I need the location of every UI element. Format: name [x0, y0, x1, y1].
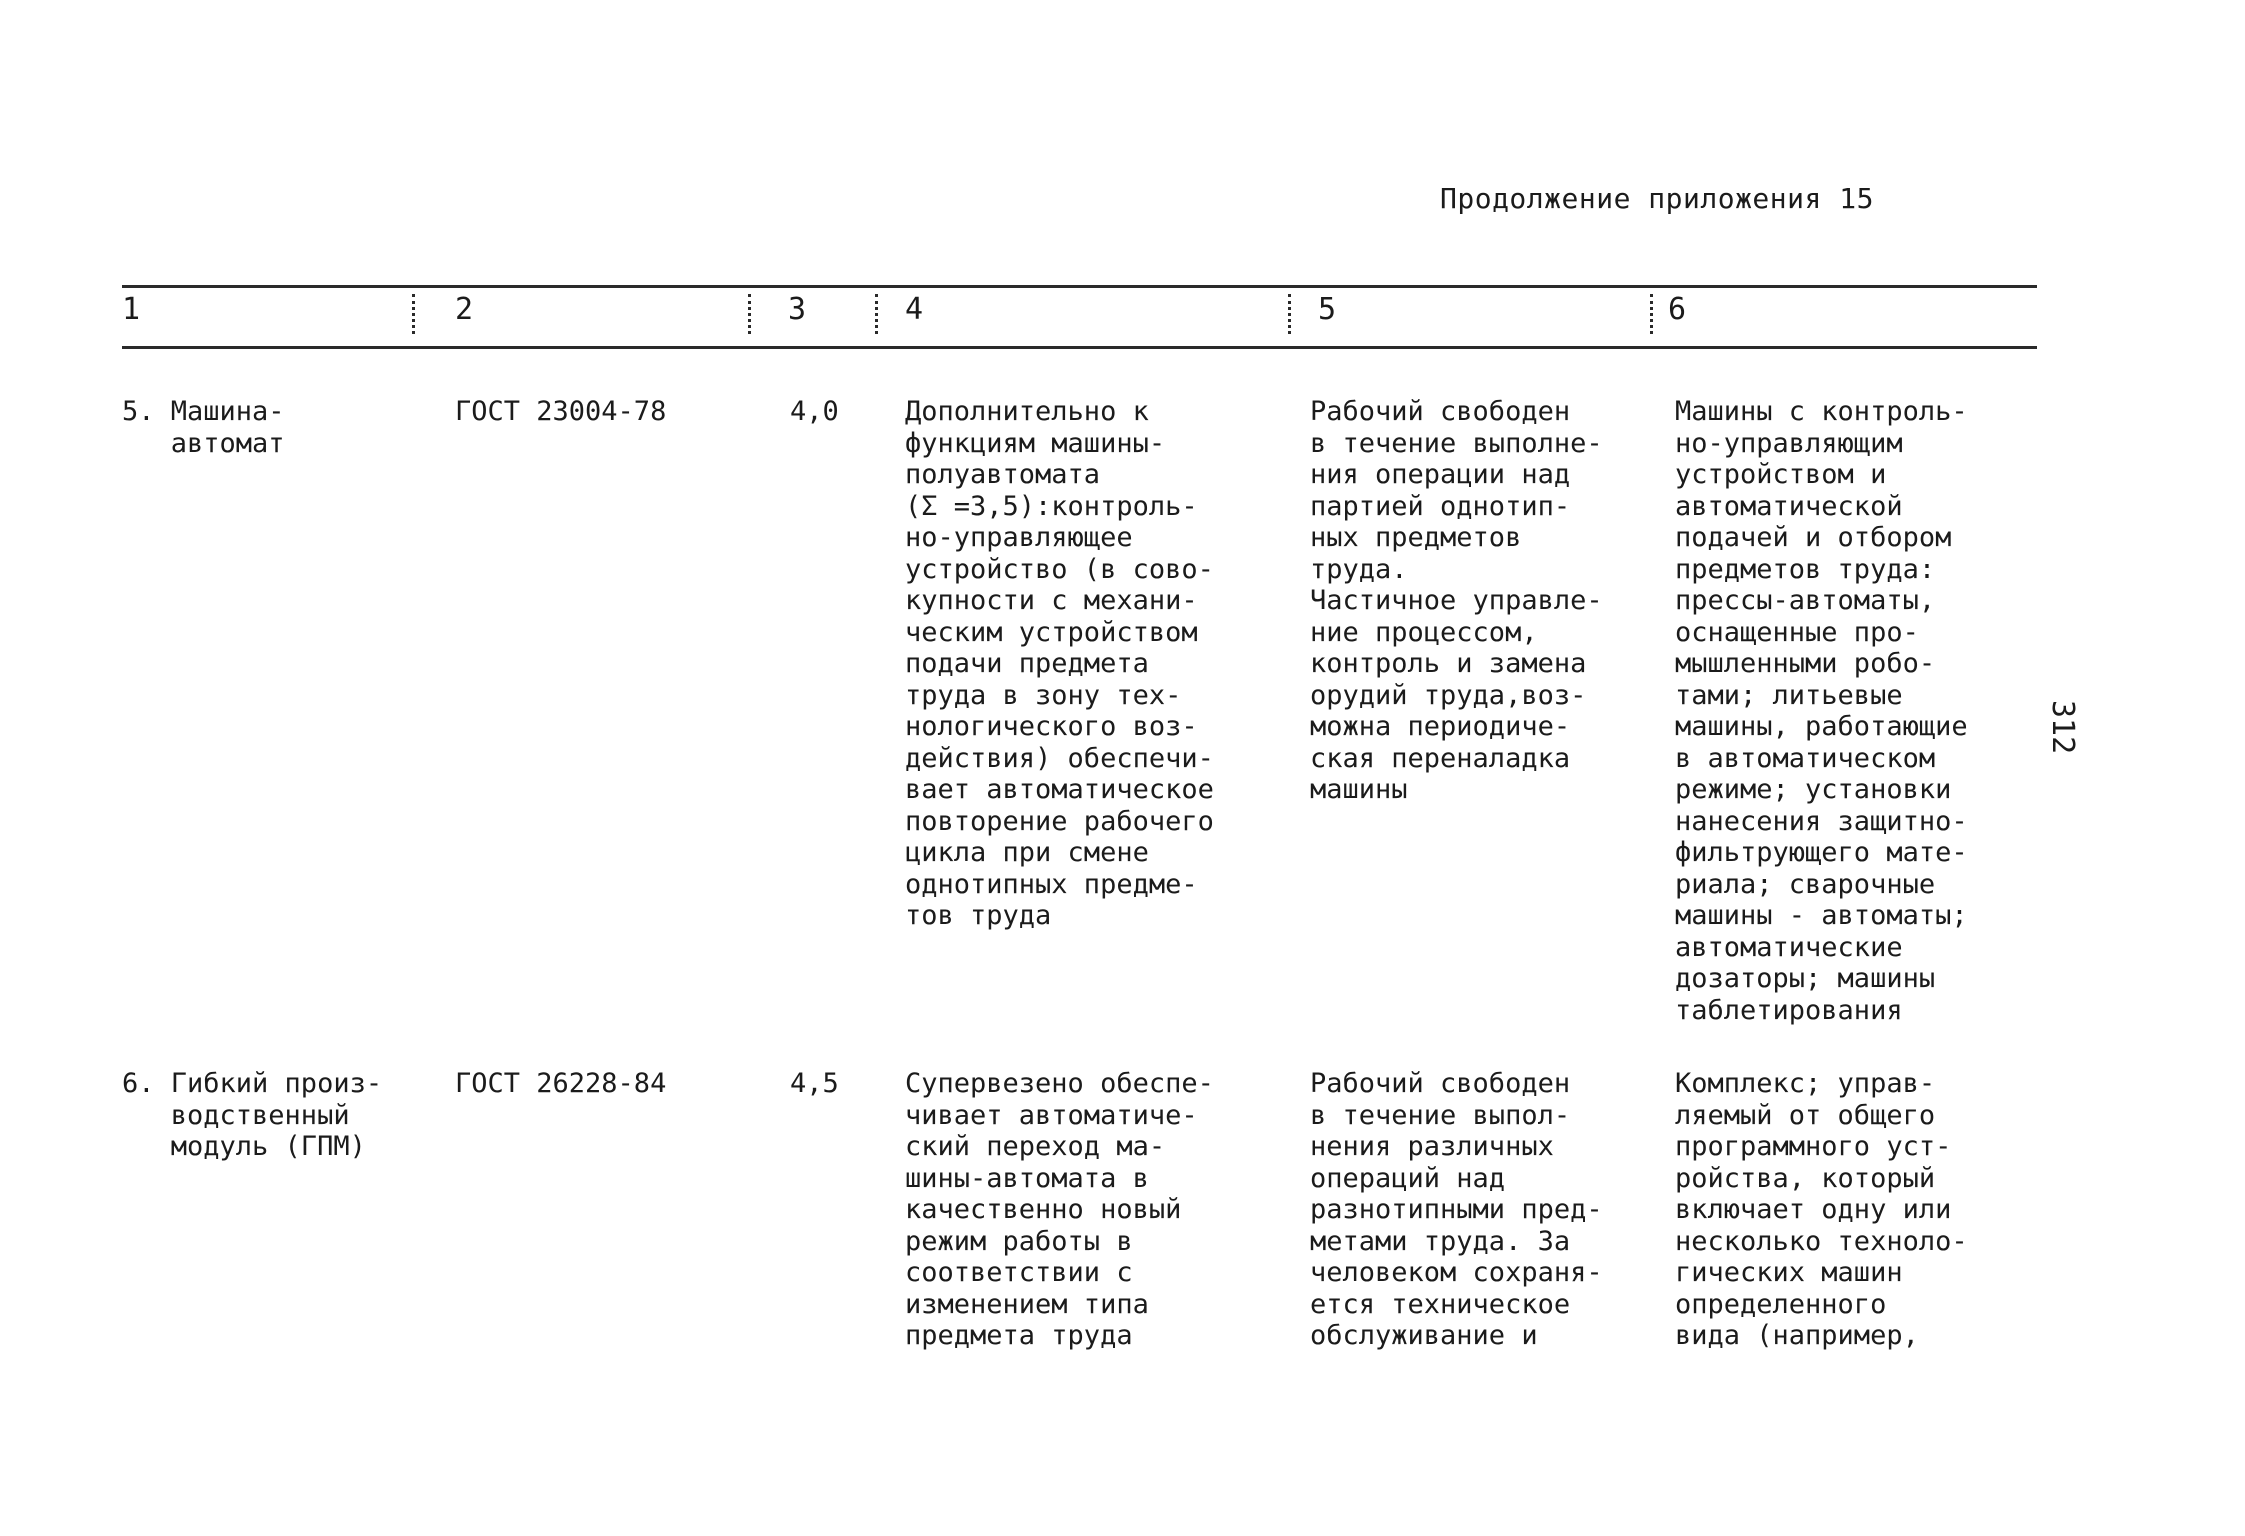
row-5-worker: Рабочий свободен в течение выполне- ния операции над партией однотип- ных предметов труда. Частичное управле- ние процессом, контроль и замена орудий труда,воз- можна периодиче- ская переналадка машины	[1310, 396, 1603, 805]
column-header-2: 2	[455, 292, 474, 327]
column-header-3: 3	[788, 292, 807, 327]
row-5-standard: ГОСТ 23004-78	[455, 396, 667, 427]
table-header-rule	[122, 346, 2037, 349]
column-separator	[412, 294, 415, 334]
table-top-rule	[122, 285, 2037, 288]
row-6-name: 6. Гибкий произ- водственный модуль (ГПМ)	[122, 1068, 383, 1162]
row-6-value: 4,5	[790, 1068, 839, 1099]
continuation-caption: Продолжение приложения 15	[1440, 182, 1874, 215]
row-5-examples: Машины с контроль- но-управляющим устройством и автоматической подачей и отбором предметов труда: прессы-автоматы, оснащенные про- мышленными робо- тами; литьевые машины, работающие в автоматическом режиме; установки нанесения защитно- фильтрующего мате- риала; сварочные машины - автоматы; автоматические дозаторы; машины таблетирования	[1675, 396, 1968, 1026]
column-header-6: 6	[1668, 292, 1687, 327]
page-number: 312	[2045, 700, 2080, 755]
column-separator	[875, 294, 878, 334]
column-separator	[1650, 294, 1653, 334]
column-separator	[748, 294, 751, 334]
row-6-standard: ГОСТ 26228-84	[455, 1068, 667, 1099]
row-6-examples: Комплекс; управ- ляемый от общего программного уст- ройства, который включает одну или несколько техноло- гических машин определенного вида (например,	[1675, 1068, 1968, 1351]
column-separator	[1288, 294, 1291, 334]
row-5-name: 5. Машина- автомат	[122, 396, 285, 459]
column-header-1: 1	[122, 292, 141, 327]
row-6-function: Супервезено обеспе- чивает автоматиче- ский переход ма- шины-автомата в качественно новый режим работы в соответствии с изменением типа предмета труда	[905, 1068, 1214, 1351]
row-5-function: Дополнительно к функциям машины- полуавтомата (Σ =3,5):контроль- но-управляющее устройство (в сово- купности с механи- ческим устройством подачи предмета труда в зону тех- нологического воз- действия) обеспечи- вает автоматическое повторение рабочего цикла при смене однотипных предме- тов труда	[905, 396, 1214, 931]
column-header-5: 5	[1318, 292, 1337, 327]
row-5-value: 4,0	[790, 396, 839, 427]
row-6-worker: Рабочий свободен в течение выпол- нения различных операций над разнотипными пред- метами труда. За человеком сохраня- ется техническое обслуживание и	[1310, 1068, 1603, 1351]
column-header-4: 4	[905, 292, 924, 327]
